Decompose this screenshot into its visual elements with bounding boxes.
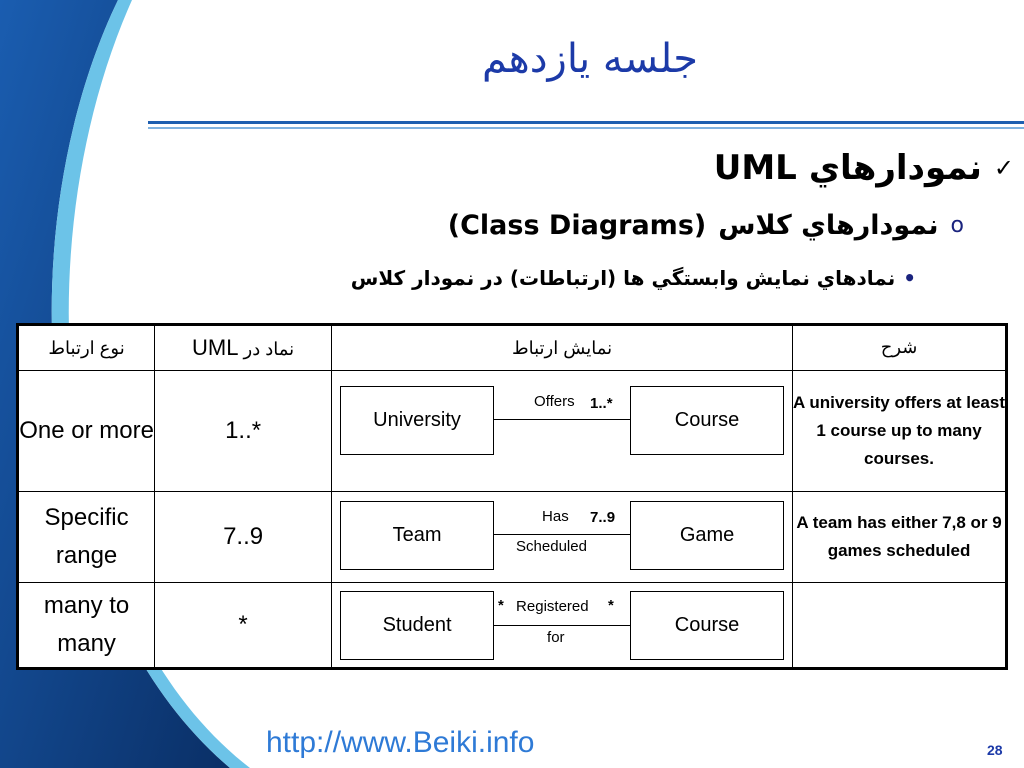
cell-type: many to many [18,583,155,669]
association-line [494,419,630,420]
header-type: نوع ارتباط [18,325,155,371]
bullet-dot: • [903,266,916,290]
cell-description: A university offers at least 1 course up to many courses. [793,371,1007,492]
class-box: University [340,386,494,455]
bullet-class-diagrams [448,210,964,241]
slide-title: جلسه يازدهم [482,36,698,82]
cell-description: A team has either 7,8 or 9 games scheduled [793,492,1007,583]
table-row [18,371,1007,492]
cell-uml: * [155,583,332,669]
association-label-bottom: Scheduled [516,538,587,555]
cell-visual [332,583,793,669]
bullet-relationship-symbols [351,266,916,290]
cell-uml: 1..* [155,371,332,492]
cell-visual [332,371,793,492]
bullet-symbols-text: نمادهاي نمايش وابستگي ها (ارتباطات) در نمودار كلاس [350,266,896,290]
multiplicity-right: 7..9 [590,509,616,526]
association-line [494,534,630,535]
table-row [18,492,1007,583]
class-box: Game [630,501,784,570]
cell-description [793,583,1007,669]
table-header-row [18,325,1007,371]
class-box: Student [340,591,494,660]
bullet-marker: o [950,213,964,238]
association-label-top: Registered [516,598,589,615]
title-rule-thin [148,127,1024,129]
bullet-uml-diagrams [714,148,1014,188]
cell-uml: 7..9 [155,492,332,583]
checkmark-icon: ✓ [993,154,1014,182]
header-uml-fa: نماد در [243,339,295,359]
header-visual: نمايش ارتباط [332,325,793,371]
bullet-uml-text-en: UML [713,148,797,188]
table-row [18,583,1007,669]
class-box: Course [630,591,784,660]
association-label-bottom: for [547,629,565,646]
class-box: Team [340,501,494,570]
association-label-top: Has [542,508,569,525]
cell-visual [332,492,793,583]
multiplicity-right: 1..* [590,395,613,412]
footer-url-link[interactable]: http://www.Beiki.info [266,726,535,759]
title-rule [148,121,1024,124]
bullet-class-text-fa: نمودارهاي كلاس [718,210,939,241]
cell-type: One or more [18,371,155,492]
association-line [494,625,630,626]
header-uml-en: UML [192,335,239,360]
bullet-uml-text-fa: نمودارهاي [808,148,982,188]
class-box: Course [630,386,784,455]
relationship-table [16,323,1008,670]
cell-type: Specific range [18,492,155,583]
page-number: 28 [987,742,1003,758]
association-label: Offers [534,393,575,410]
header-uml [155,325,332,371]
multiplicity-left: * [498,597,504,614]
header-description: شرح [793,325,1007,371]
multiplicity-right: * [608,597,614,614]
bullet-class-text-en: (Class Diagrams) [447,210,707,241]
